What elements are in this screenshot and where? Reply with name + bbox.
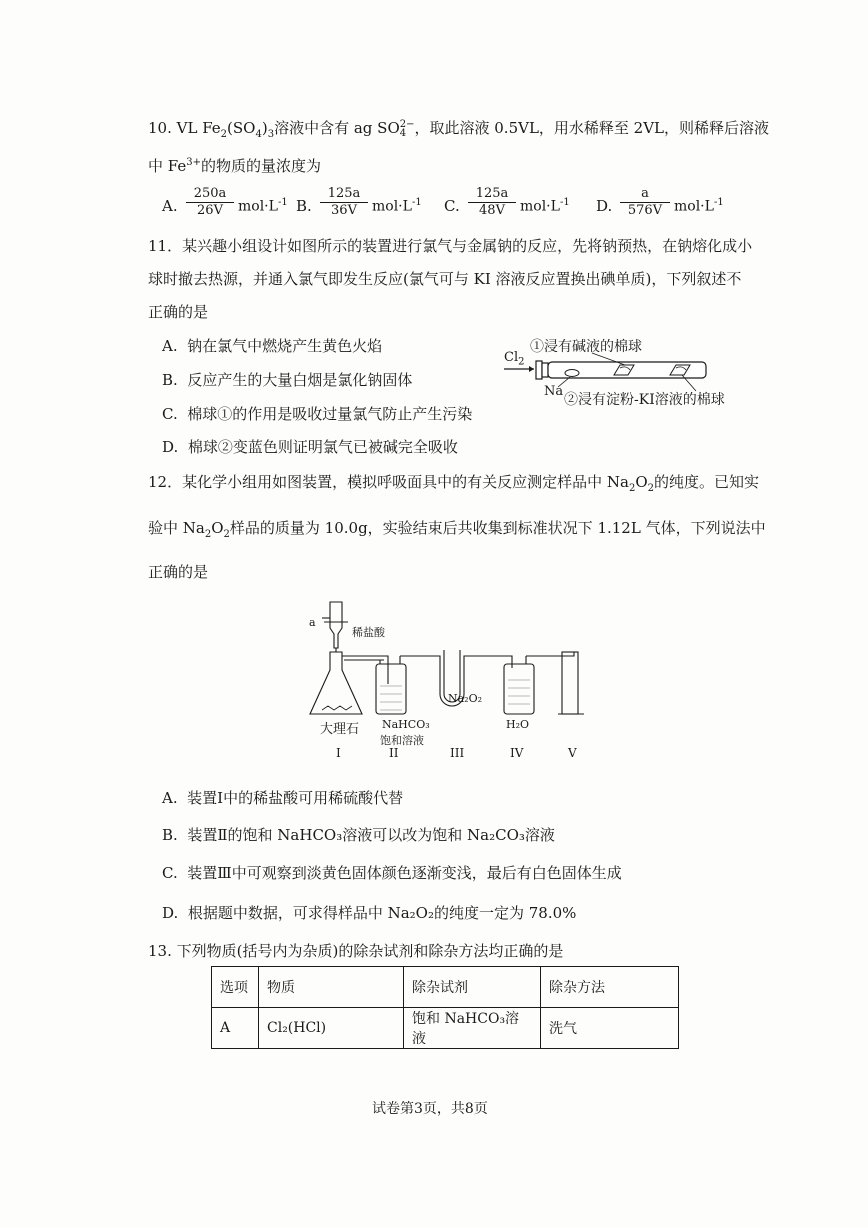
roman-I: I [336, 746, 341, 760]
stopcock-a-label: a [309, 616, 316, 629]
table-header-row [212, 967, 679, 1008]
q10-line1: 10. VL $Fe_2(SO_4)_3$溶液中含有 ag SO 2− 4 ，取此溶液 0.5VL，用水稀释至 2VL，则稀释后溶液 [148, 119, 770, 140]
q13-stem: 13. 下列物质(括号内为杂质)的除杂试剂和除杂方法均正确的是 [148, 942, 564, 960]
q11-option-c[interactable]: C. 棉球①的作用是吸收过量氯气防止产生污染 [162, 405, 473, 423]
table-header-cell: 物质 [259, 967, 404, 1008]
marble-label: 大理石 [320, 722, 360, 737]
na2o2-label: Na₂O₂ [448, 692, 483, 705]
q12-option-c[interactable]: C. 装置Ⅲ中可观察到淡黄色固体颜色逐渐变浅，最后有白色固体生成 [162, 864, 622, 882]
q11-option-a[interactable]: A. 钠在氯气中燃烧产生黄色火焰 [162, 337, 383, 355]
nahco3-label: NaHCO₃ [382, 718, 430, 731]
dilute-hcl-label: 稀盐酸 [352, 626, 385, 639]
water-label: H₂O [506, 718, 530, 731]
table-header-cell: 除杂方法 [541, 967, 679, 1008]
q11-option-d[interactable]: D. 棉球②变蓝色则证明氯气已被碱完全吸收 [162, 438, 458, 456]
roman-II: II [389, 746, 399, 760]
cotton-ball-2-label: ②浸有淀粉-KI溶液的棉球 [564, 392, 725, 408]
table-header-cell: 选项 [212, 967, 259, 1008]
q12-apparatus-figure [300, 590, 600, 765]
page-footer: 试卷第3页，共8页 [372, 1101, 488, 1117]
q12-line3: 正确的是 [148, 563, 209, 581]
table-cell: Cl₂(HCl) [259, 1008, 404, 1049]
q12-line2: 验中 $Na_2O_2$样品的质量为 10.0g，实验结束后共收集到标准状况下 1.12L 气体，下列说法中 [148, 519, 766, 540]
question-number: 10. [148, 119, 172, 137]
q12-line1: 12．某化学小组用如图装置，模拟呼吸面具中的有关反应测定样品中 $Na_2O_2$的纯度。已知实 [148, 473, 760, 494]
cl2-label: $Cl_2$ [504, 350, 525, 368]
table-cell: A [212, 1008, 259, 1049]
q11-option-b[interactable]: B. 反应产生的大量白烟是氯化钠固体 [162, 371, 413, 389]
table-header-cell: 除杂试剂 [404, 967, 541, 1008]
q12-option-a[interactable]: A. 装置Ⅰ中的稀盐酸可用稀硫酸代替 [162, 789, 404, 807]
na-label: Na [544, 384, 564, 399]
roman-IV: IV [510, 746, 524, 760]
roman-V: V [568, 746, 577, 760]
q11-line3: 正确的是 [148, 303, 209, 321]
roman-III: III [450, 746, 465, 760]
q11-line2: 球时撤去热源，并通入氯气即发生反应(氯气可与 KI 溶液反应置换出碘单质)，下列叙述不 [148, 270, 742, 288]
q12-option-d[interactable]: D. 根据题中数据，可求得样品中 Na₂O₂的纯度一定为 78.0% [162, 904, 577, 922]
cotton-ball-1-label: ①浸有碱液的棉球 [530, 339, 642, 355]
table-cell: 洗气 [541, 1008, 679, 1049]
q10-line2: 中 $Fe^{3+}$的物质的量浓度为 [148, 157, 321, 175]
saturated-solution-label: 饱和溶液 [380, 734, 424, 747]
table-cell: 饱和 NaHCO₃溶液 [404, 1008, 541, 1049]
q13-table [211, 966, 679, 1049]
q12-option-b[interactable]: B. 装置Ⅱ的饱和 NaHCO₃溶液可以改为饱和 Na₂CO₃溶液 [162, 826, 555, 844]
q11-line1: 11．某兴趣小组设计如图所示的装置进行氯气与金属钠的反应，先将钠预热，在钠熔化成小 [148, 237, 753, 255]
table-row [212, 1008, 679, 1049]
